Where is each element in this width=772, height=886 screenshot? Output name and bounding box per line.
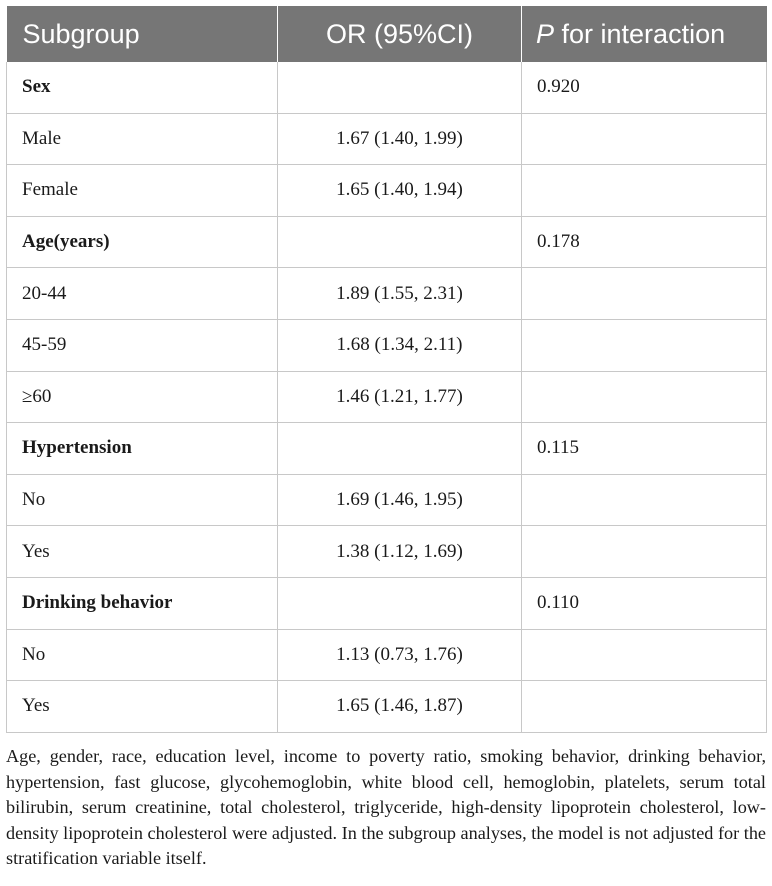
cell-p xyxy=(522,165,767,217)
cell-p xyxy=(522,319,767,371)
table-group-row xyxy=(7,62,767,113)
cell-p: 0.115 xyxy=(522,423,767,475)
cell-subgroup: No xyxy=(7,474,278,526)
table-row xyxy=(7,629,767,681)
cell-subgroup: Hypertension xyxy=(7,423,278,475)
table-group-row xyxy=(7,423,767,475)
table-row xyxy=(7,371,767,423)
cell-or: 1.69 (1.46, 1.95) xyxy=(278,474,522,526)
cell-subgroup: Yes xyxy=(7,526,278,578)
header-p-rest: for interaction xyxy=(554,18,726,49)
cell-subgroup: Drinking behavior xyxy=(7,577,278,629)
cell-or xyxy=(278,62,522,113)
cell-or xyxy=(278,423,522,475)
cell-or: 1.89 (1.55, 2.31) xyxy=(278,268,522,320)
cell-or: 1.38 (1.12, 1.69) xyxy=(278,526,522,578)
cell-p: 0.920 xyxy=(522,62,767,113)
cell-or: 1.13 (0.73, 1.76) xyxy=(278,629,522,681)
table-header-row xyxy=(7,6,767,62)
cell-p xyxy=(522,526,767,578)
cell-or: 1.68 (1.34, 2.11) xyxy=(278,319,522,371)
cell-subgroup: 45-59 xyxy=(7,319,278,371)
table-group-row xyxy=(7,216,767,268)
cell-subgroup: Female xyxy=(7,165,278,217)
header-p-italic: P xyxy=(536,18,555,49)
cell-p xyxy=(522,629,767,681)
header-or: OR (95%CI) xyxy=(278,6,522,62)
table-row xyxy=(7,681,767,733)
cell-subgroup: Yes xyxy=(7,681,278,733)
table-footnote: Age, gender, race, education level, income to poverty ratio, smoking behavior, drinking behavior, hypertension, fast glucose, glycohemoglobin, white blood cell, hemoglobin, platelets, serum total bilirubin, serum creatinine, total cholesterol, triglyceride, high-density lipoprotein cholesterol, low-density lipoprotein cholesterol were adjusted. In the subgroup analyses, the model is not adjusted for the stratification variable itself. xyxy=(6,746,766,868)
cell-p: 0.178 xyxy=(522,216,767,268)
cell-subgroup: Male xyxy=(7,113,278,165)
cell-p xyxy=(522,474,767,526)
cell-or xyxy=(278,216,522,268)
table-row xyxy=(7,319,767,371)
cell-or: 1.46 (1.21, 1.77) xyxy=(278,371,522,423)
cell-or: 1.65 (1.46, 1.87) xyxy=(278,681,522,733)
subgroup-table xyxy=(6,6,767,733)
cell-p xyxy=(522,371,767,423)
table-row xyxy=(7,474,767,526)
cell-p xyxy=(522,268,767,320)
cell-or: 1.65 (1.40, 1.94) xyxy=(278,165,522,217)
cell-or xyxy=(278,577,522,629)
table-row xyxy=(7,268,767,320)
cell-subgroup: 20-44 xyxy=(7,268,278,320)
cell-subgroup: Sex xyxy=(7,62,278,113)
table-row xyxy=(7,113,767,165)
cell-p xyxy=(522,113,767,165)
table-row xyxy=(7,526,767,578)
cell-p xyxy=(522,681,767,733)
cell-p: 0.110 xyxy=(522,577,767,629)
cell-subgroup: Age(years) xyxy=(7,216,278,268)
header-p-for-interaction xyxy=(522,6,767,62)
table-group-row xyxy=(7,577,767,629)
cell-subgroup: ≥60 xyxy=(7,371,278,423)
header-subgroup: Subgroup xyxy=(7,6,278,62)
cell-or: 1.67 (1.40, 1.99) xyxy=(278,113,522,165)
cell-subgroup: No xyxy=(7,629,278,681)
table-row xyxy=(7,165,767,217)
